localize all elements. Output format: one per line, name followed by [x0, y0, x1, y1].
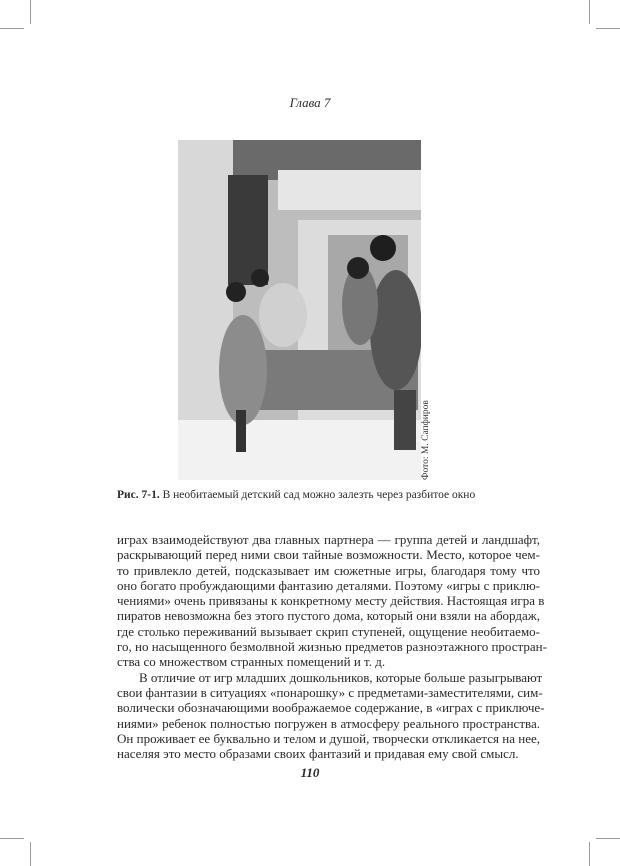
- crop-mark: [596, 838, 620, 839]
- text-line: волически обозначающими воображаемое содержание, в «играх с приключе-: [117, 700, 545, 716]
- figure-label: Рис. 7-1.: [117, 489, 160, 501]
- page-number: 110: [300, 765, 320, 780]
- paragraph: [117, 532, 547, 670]
- text-line: где столько переживаний вызывает скрип ступеней, ощущение необитаемо-: [117, 623, 540, 639]
- text-line: пиратов невозможна без этого пустого дома, который они взяли на абордаж,: [117, 608, 540, 624]
- text-line: ниями» ребенок полностью погружен в атмосферу реального пространства.: [117, 715, 540, 731]
- crop-mark: [596, 28, 620, 29]
- body-text: [117, 532, 547, 762]
- running-header: Глава 7: [289, 95, 331, 110]
- text-line: свои фантазии в ситуациях «понарошку» с предметами-заместителями, сим-: [117, 684, 543, 700]
- crop-mark: [0, 838, 24, 839]
- text-line: ства со множеством странных помещений и т. д.: [117, 654, 386, 670]
- text-line: го, но насыщенного безмолвной жизнью предметов разноэтажного простран-: [117, 639, 547, 655]
- crop-mark: [0, 28, 24, 29]
- text-line: В отличие от игр младших дошкольников, которые больше разыгрывают: [139, 669, 543, 685]
- figure-caption: [117, 489, 475, 501]
- text-line: оно богато пробуждающими фантазию деталями. Поэтому «игры с приклю-: [117, 577, 540, 593]
- crop-mark: [589, 842, 590, 866]
- text-line: играх взаимодействуют два главных партнера — группа детей и ландшафт,: [117, 532, 540, 547]
- photo-credit: Фото: М. Сапфиров: [421, 400, 431, 480]
- text-line: чениями» очень привязаны к конкретному месту действия. Настоящая игра в: [117, 593, 545, 609]
- crop-mark: [30, 842, 31, 866]
- text-line: населяя это место образами своих фантазий и придавая ему свой смысл.: [117, 746, 519, 762]
- text-line: то привлекло детей, подсказывает им сюжетные игры, благодаря тому что: [117, 562, 540, 578]
- figure-photo: [178, 140, 421, 480]
- figure-caption-text: В необитаемый детский сад можно залезть через разбитое окно: [162, 489, 476, 501]
- paragraph: [117, 669, 545, 762]
- text-line: Он проживает ее буквально и телом и душой, творчески откликается на нее,: [117, 730, 540, 746]
- text-line: раскрывающий перед ними свои тайные возможности. Место, которое чем-: [117, 547, 540, 563]
- crop-mark: [30, 0, 31, 24]
- crop-mark: [589, 0, 590, 24]
